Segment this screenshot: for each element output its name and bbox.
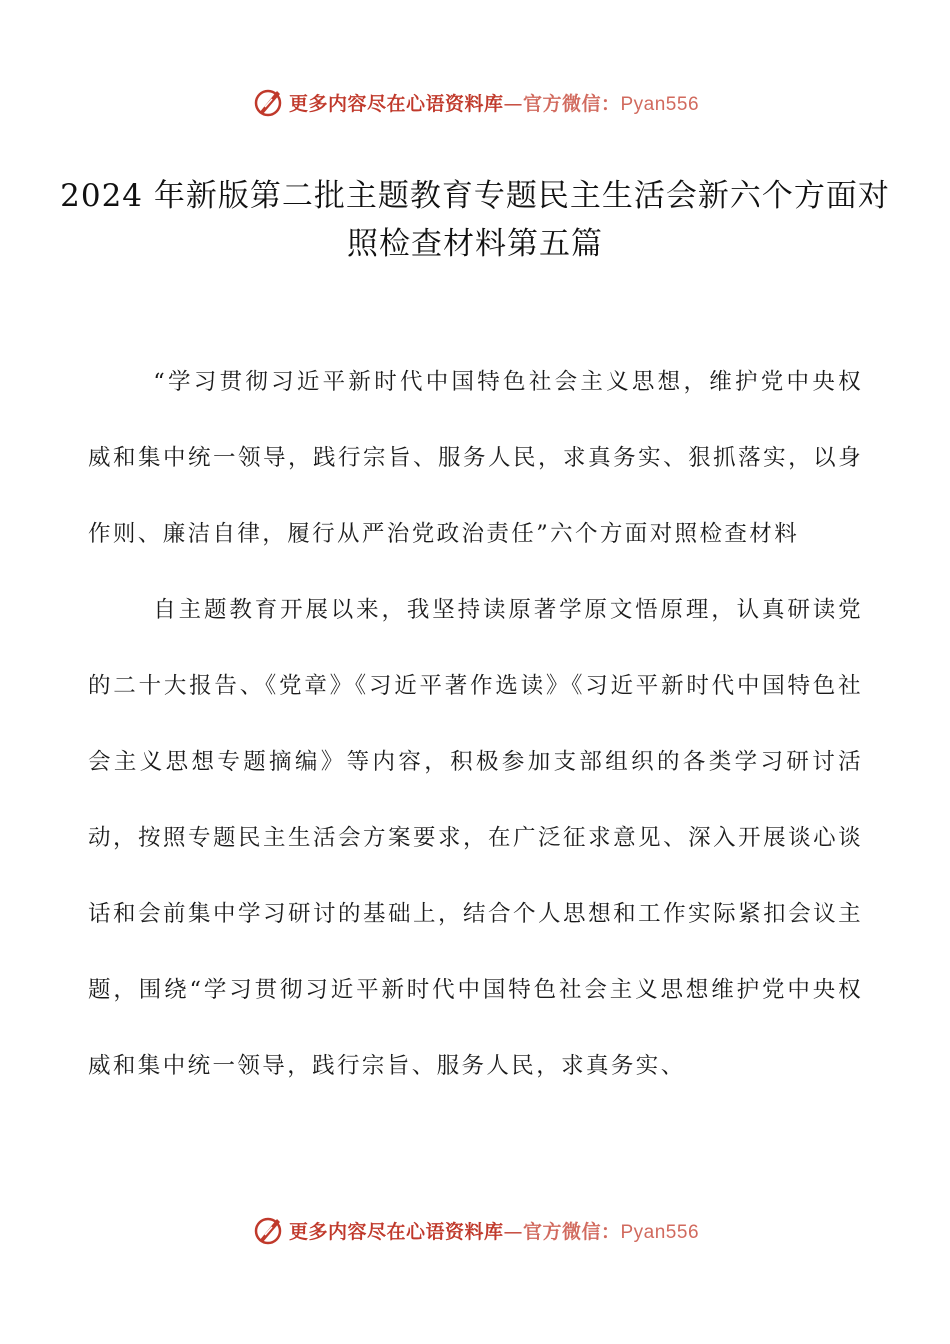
footer-dash: — [503,1220,523,1243]
header-banner [0,82,950,122]
footer-banner [0,1210,950,1250]
header-wechat-id: Pyan556 [620,93,700,115]
header-site-text: 更多内容尽在心语资料库 [288,92,504,115]
paragraph-1: “学习贯彻习近平新时代中国特色社会主义思想，维护党中央权威和集中统一领导，践行宗旨、服务人民，求真务实、狠抓落实，以身作则、廉洁自律，履行从严治党政治责任”六个方面对照检查材料 [88,369,863,547]
document-title: 2024 年新版第二批主题教育专题民主生活会新六个方面对照检查材料第五篇 [60,178,890,262]
footer-banner-text [289,1217,699,1244]
quill-pen-logo-icon [251,1213,285,1247]
footer-wechat-id: Pyan556 [620,1221,700,1243]
header-banner-text [289,89,699,116]
header-dash: — [503,92,523,115]
footer-official-label: 官方微信： [522,1220,621,1243]
quill-pen-logo-icon [251,85,285,119]
footer-site-text: 更多内容尽在心语资料库 [288,1220,504,1243]
paragraph-2: 自主题教育开展以来，我坚持读原著学原文悟原理，认真研读党的二十大报告、《党章》《习近平著作选读》《习近平新时代中国特色社会主义思想专题摘编》等内容，积极参加支部组织的各类学习研讨活动，按照专题民主生活会方案要求，在广泛征求意见、深入开展谈心谈话和会前集中学习研讨的基础上，结合个人思想和工作实际紧扣会议主题，围绕“学习贯彻习近平新时代中国特色社会主义思想维护党中央权威和集中统一领导，践行宗旨、服务人民，求真务实、 [88,597,863,1079]
document-body [88,364,863,1104]
header-official-label: 官方微信： [522,92,621,115]
